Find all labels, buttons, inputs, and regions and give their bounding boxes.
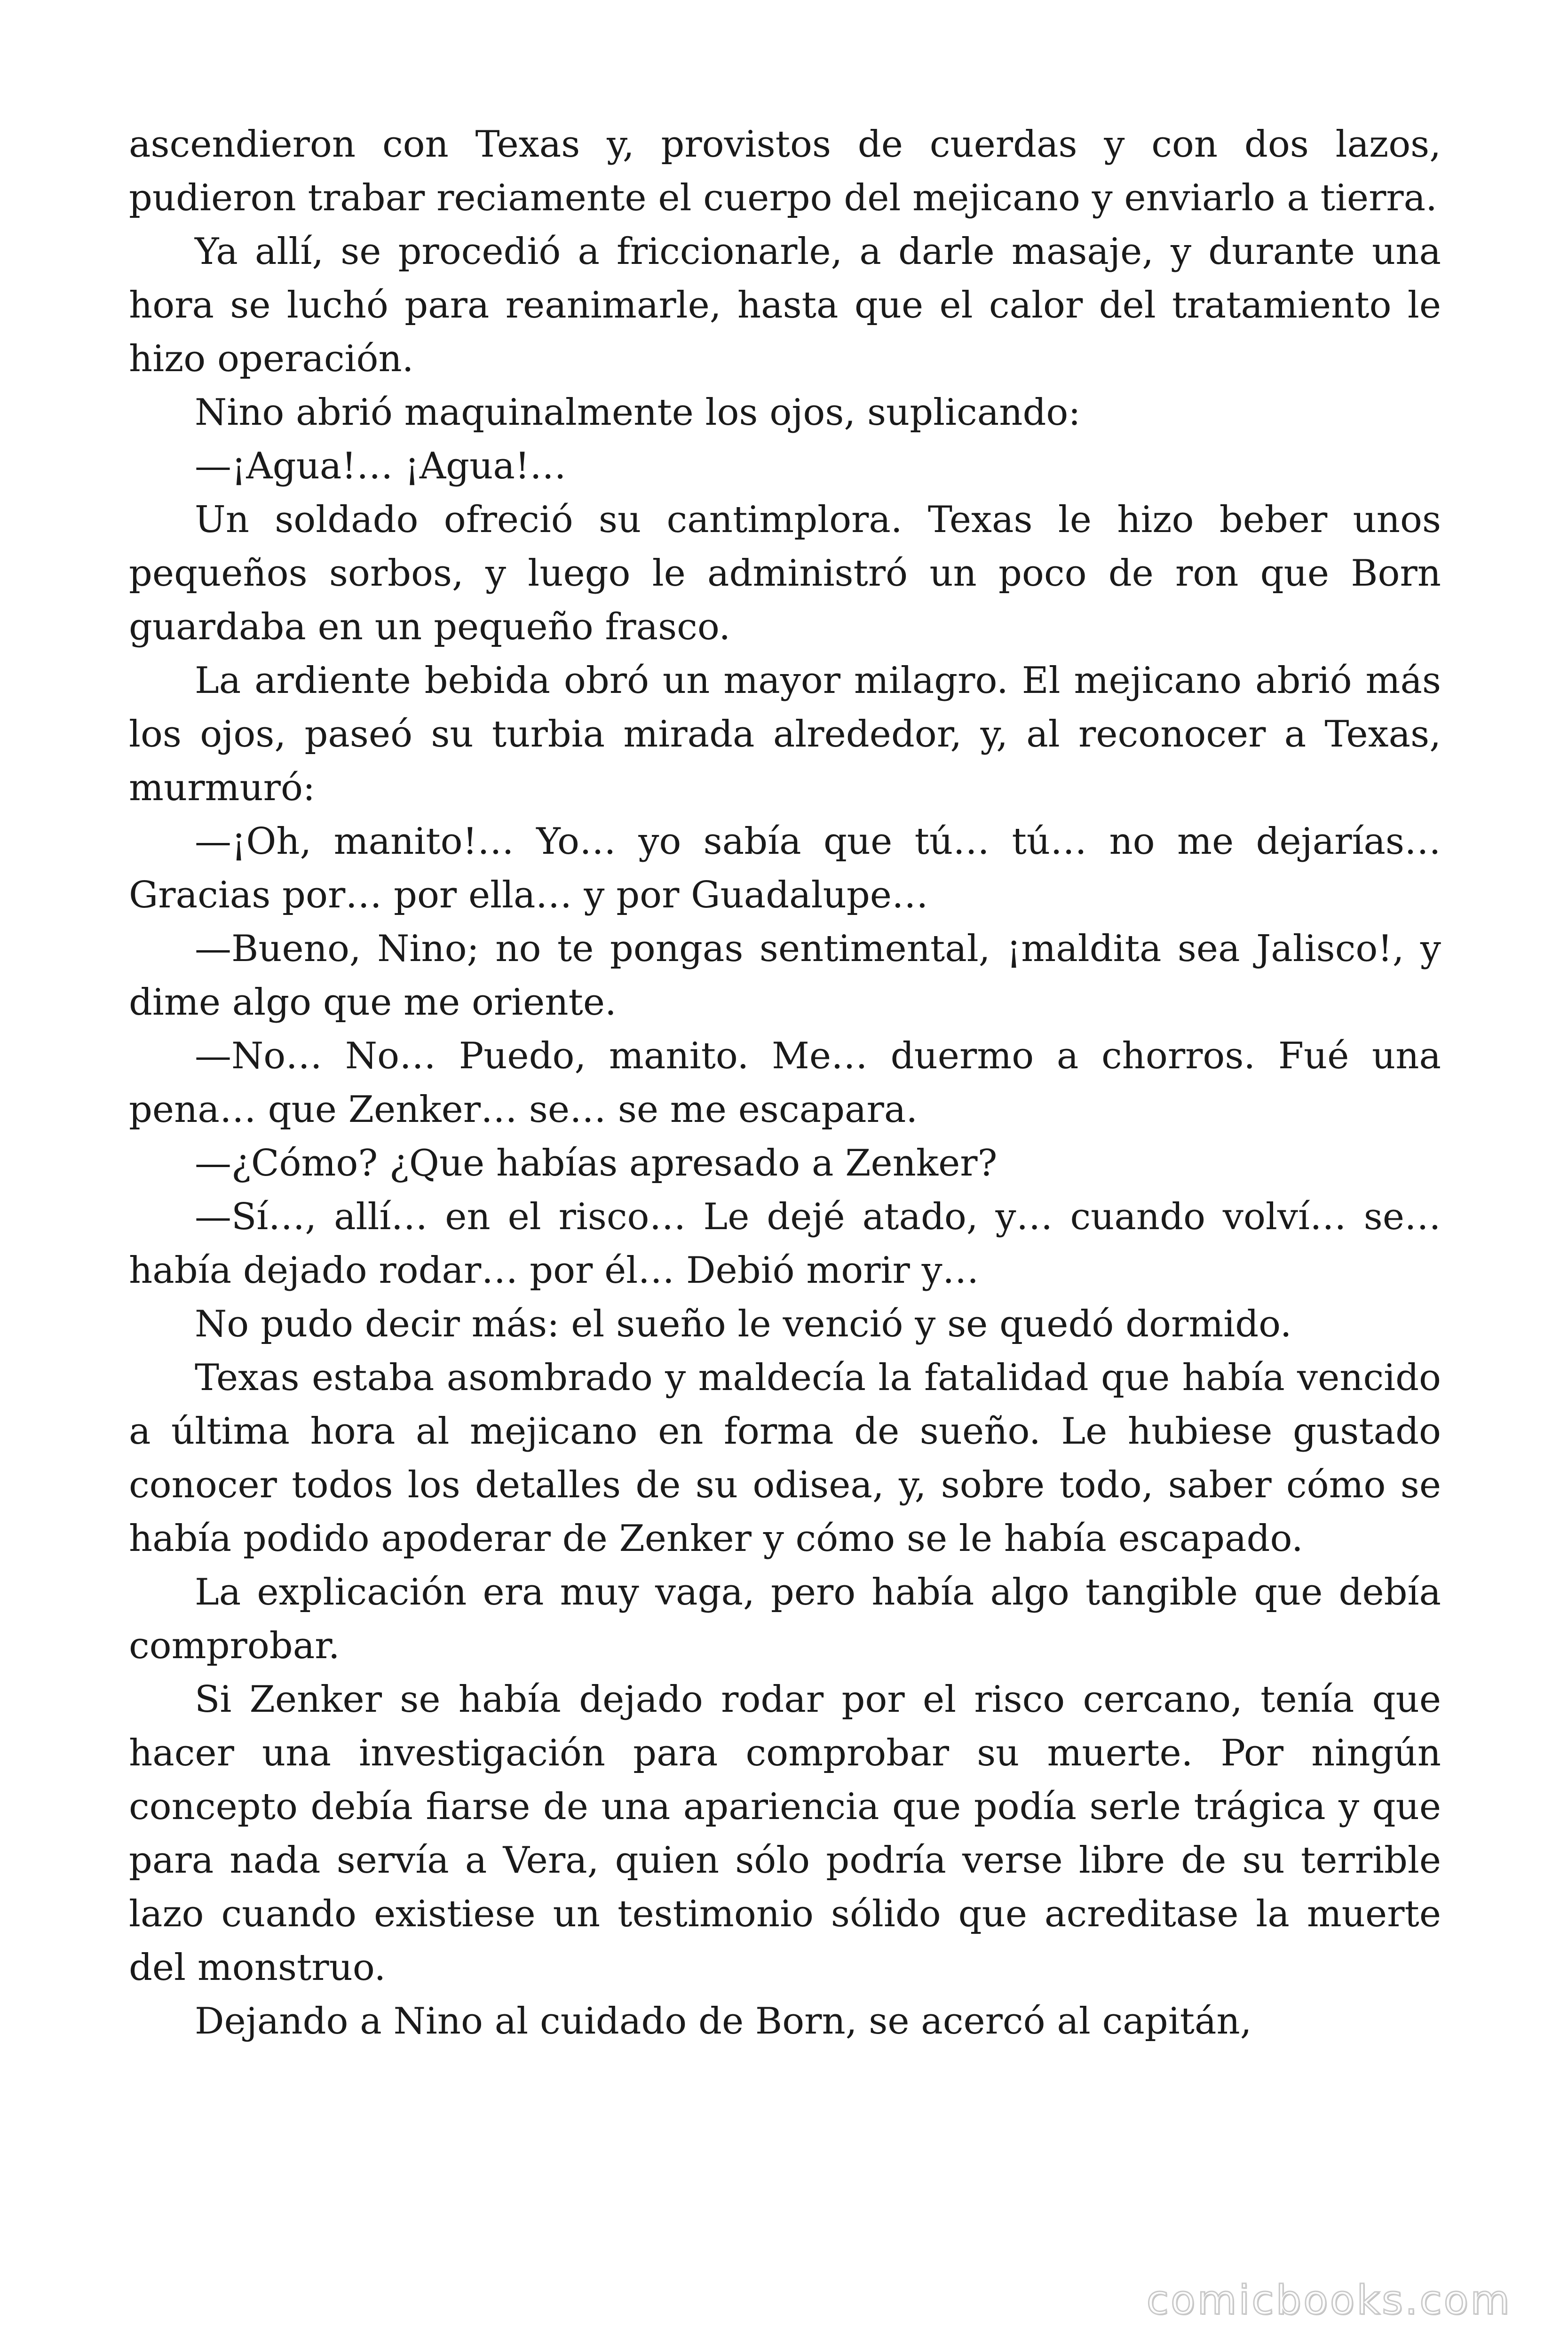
- paragraph-4: —¡Agua!… ¡Agua!…: [195, 445, 567, 487]
- paragraph-7: —¡Oh, manito!… Yo… yo sabía que tú… tú… no me dejarías… Gracias por… por ella… y por Guadalupe…: [129, 820, 1441, 916]
- paragraph-8: —Bueno, Nino; no te pongas sentimental, ¡maldita sea Jalisco!, y dime algo que me oriente.: [129, 928, 1441, 1024]
- paragraph-11: —Sí…, allí… en el risco… Le dejé atado, y… cuando volví… se… había dejado rodar… por él… Debió morir y…: [129, 1196, 1441, 1292]
- paragraph-6: La ardiente bebida obró un mayor milagro. El mejicano abrió más los ojos, paseó su turbia mirada alrededor, y, al reconocer a Texas, murmuró:: [129, 660, 1441, 809]
- paragraph-13: Texas estaba asombrado y maldecía la fatalidad que había vencido a última hora al mejicano en forma de sueño. Le hubiese gustado conocer todos los detalles de su odisea, y, sobre todo, saber cómo se había podido apoderar de Zenker y cómo se le había escapado.: [129, 1357, 1441, 1560]
- paragraph-14: La explicación era muy vaga, pero había algo tangible que debía comprobar.: [129, 1571, 1441, 1667]
- paragraph-3: Nino abrió maquinalmente los ojos, suplicando:: [195, 391, 1081, 434]
- paragraph-2: Ya allí, se procedió a friccionarle, a darle masaje, y durante una hora se luchó para reanimarle, hasta que el calor del tratamiento le hizo operación.: [129, 230, 1441, 380]
- paragraph-12: No pudo decir más: el sueño le venció y se quedó dormido.: [195, 1303, 1292, 1345]
- paragraph-10: —¿Cómo? ¿Que habías apresado a Zenker?: [195, 1142, 998, 1184]
- paragraph-9: —No… No… Puedo, manito. Me… duermo a chorros. Fué una pena… que Zenker… se… se me escapara.: [129, 1035, 1441, 1131]
- paragraph-15: Si Zenker se había dejado rodar por el risco cercano, tenía que hacer una investigación para comprobar su muerte. Por ningún concepto debía fiarse de una apariencia que podía serle trágica y que para nada servía a Vera, quien sólo podría verse libre de su terrible lazo cuando existiese un testimonio sólido que acreditase la muerte del monstruo.: [129, 1678, 1441, 1989]
- page-body-text: [129, 118, 1441, 2048]
- paragraph-1: ascendieron con Texas y, provistos de cuerdas y con dos lazos, pudieron trabar reciamente el cuerpo del mejicano y enviarlo a tierra.: [129, 123, 1441, 219]
- watermark-logo: comicbooks.com: [1146, 2277, 1512, 2324]
- paragraph-5: Un soldado ofreció su cantimplora. Texas le hizo beber unos pequeños sorbos, y luego le administró un poco de ron que Born guardaba en un pequeño frasco.: [129, 499, 1441, 648]
- paragraph-16: Dejando a Nino al cuidado de Born, se acercó al capitán,: [195, 2000, 1252, 2042]
